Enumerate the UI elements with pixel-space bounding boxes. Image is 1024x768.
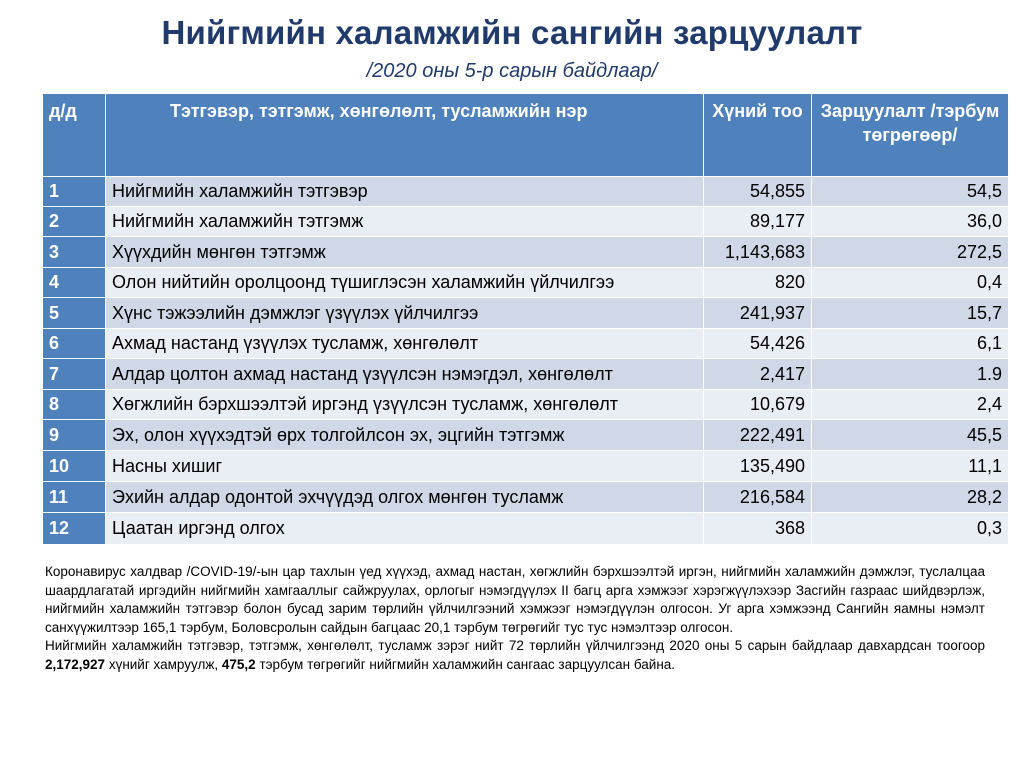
row-people: 1,143,683 — [704, 237, 812, 268]
explanatory-note — [45, 563, 985, 674]
note-text: тэрбум төгрөгийг нийгмийн халамжийн сангаас зарцуулсан байна. — [255, 656, 676, 672]
page-subtitle: /2020 оны 5-р сарын байдлаар/ — [366, 60, 658, 82]
row-amount: 11,1 — [812, 451, 1009, 482]
column-header-people: Хүний тоо — [704, 94, 812, 177]
column-header-amount: Зарцуулалт /тэрбум төгрөгөөр/ — [812, 94, 1009, 177]
table-row — [43, 420, 1009, 451]
table-row — [43, 451, 1009, 482]
column-header-number: д/д — [43, 94, 106, 177]
row-name: Хөгжлийн бэрхшээлтэй иргэнд үзүүлсэн тусламж, хөнгөлөлт — [106, 390, 704, 420]
row-people: 216,584 — [704, 482, 812, 513]
total-amount-value: 475,2 — [221, 656, 256, 672]
row-people: 368 — [704, 513, 812, 545]
row-name: Эхийн алдар одонтой эхчүүдэд олгох мөнгөн тусламж — [106, 482, 704, 513]
row-number: 8 — [43, 390, 106, 420]
table-row — [43, 268, 1009, 298]
note-text: Нийгмийн халамжийн тэтгэвэр, тэтгэмж, хөнгөлөлт, тусламж зэрэг нийт 72 төрлийн үйлчилгээнд 2020 оны 5 сарын байдлаар давхардсан тоогоор — [45, 638, 985, 653]
fund-expenditure-table — [42, 93, 1009, 545]
row-people: 222,491 — [704, 420, 812, 451]
row-amount: 2,4 — [812, 390, 1009, 420]
row-amount: 272,5 — [812, 237, 1009, 268]
row-amount: 0,4 — [812, 268, 1009, 298]
note-paragraph-2 — [45, 637, 985, 674]
table-row — [43, 298, 1009, 329]
note-text: хүнийг хамруулж, — [105, 656, 222, 672]
table-row — [43, 207, 1009, 237]
note-paragraph-1: Коронавирус халдвар /COVID-19/-ын цар тахлын үед хүүхэд, ахмад настан, хөгжлийн бэрхшээлтэй иргэн, нийгмийн халамжийн дэмжлэг, туслалцаа шаардлагатай иргэдийн нийгмийн хамгааллыг сайжруулах, орлогыг нэмэгдүүлэх II багц арга хэмжээг хэрэгжүүлэхээр Засгийн газраас шийдвэрлэж, нийгмийн халамжийн тэтгэвэр болон бусад зарим төрлийн үйлчилгээний хэмжээг нэмэгдүүлэн олгосон. Уг арга хэмжээнд Сангийн яамны нэмэлт санхүүжилтээр 165,1 тэрбум, Боловсролын сайдын багцаас 20,1 тэрбум төгрөгийг тус тус нэмэлтээр олгосон. — [45, 564, 985, 635]
total-people-value: 2,172,927 — [45, 656, 106, 672]
row-people: 820 — [704, 268, 812, 298]
table-row — [43, 177, 1009, 207]
row-number: 12 — [43, 513, 106, 545]
column-header-name: Тэтгэвэр, тэтгэмж, хөнгөлөлт, тусламжийн нэр — [106, 94, 704, 177]
row-amount: 54,5 — [812, 177, 1009, 207]
row-name: Ахмад настанд үзүүлэх тусламж, хөнгөлөлт — [106, 329, 704, 359]
row-people: 10,679 — [704, 390, 812, 420]
row-people: 135,490 — [704, 451, 812, 482]
row-name: Эх, олон хүүхэдтэй өрх толгойлсон эх, эцгийн тэтгэмж — [106, 420, 704, 451]
row-number: 1 — [43, 177, 106, 207]
table-row — [43, 482, 1009, 513]
row-people: 89,177 — [704, 207, 812, 237]
row-name: Алдар цолтон ахмад настанд үзүүлсэн нэмэгдэл, хөнгөлөлт — [106, 359, 704, 390]
table-row — [43, 329, 1009, 359]
row-name: Хүнс тэжээлийн дэмжлэг үзүүлэх үйлчилгээ — [106, 298, 704, 329]
row-amount: 28,2 — [812, 482, 1009, 513]
row-name: Цаатан иргэнд олгох — [106, 513, 704, 545]
row-amount: 1.9 — [812, 359, 1009, 390]
row-amount: 15,7 — [812, 298, 1009, 329]
row-number: 10 — [43, 451, 106, 482]
row-people: 2,417 — [704, 359, 812, 390]
row-number: 2 — [43, 207, 106, 237]
table-row — [43, 359, 1009, 390]
table-row — [43, 513, 1009, 545]
row-number: 6 — [43, 329, 106, 359]
table-body — [43, 177, 1009, 545]
row-people: 54,855 — [704, 177, 812, 207]
row-people: 54,426 — [704, 329, 812, 359]
row-name: Насны хишиг — [106, 451, 704, 482]
row-number: 9 — [43, 420, 106, 451]
row-number: 3 — [43, 237, 106, 268]
row-people: 241,937 — [704, 298, 812, 329]
table-row — [43, 237, 1009, 268]
row-amount: 45,5 — [812, 420, 1009, 451]
row-number: 7 — [43, 359, 106, 390]
page-title: Нийгмийн халамжийн сангийн зарцуулалт — [161, 14, 863, 51]
row-amount: 36,0 — [812, 207, 1009, 237]
row-name: Хүүхдийн мөнгөн тэтгэмж — [106, 237, 704, 268]
table-row — [43, 390, 1009, 420]
row-amount: 0,3 — [812, 513, 1009, 545]
row-number: 4 — [43, 268, 106, 298]
table-header-row — [43, 94, 1009, 177]
row-number: 5 — [43, 298, 106, 329]
row-name: Нийгмийн халамжийн тэтгэвэр — [106, 177, 704, 207]
row-number: 11 — [43, 482, 106, 513]
row-name: Олон нийтийн оролцоонд түшиглэсэн халамжийн үйлчилгээ — [106, 268, 704, 298]
row-name: Нийгмийн халамжийн тэтгэмж — [106, 207, 704, 237]
row-amount: 6,1 — [812, 329, 1009, 359]
